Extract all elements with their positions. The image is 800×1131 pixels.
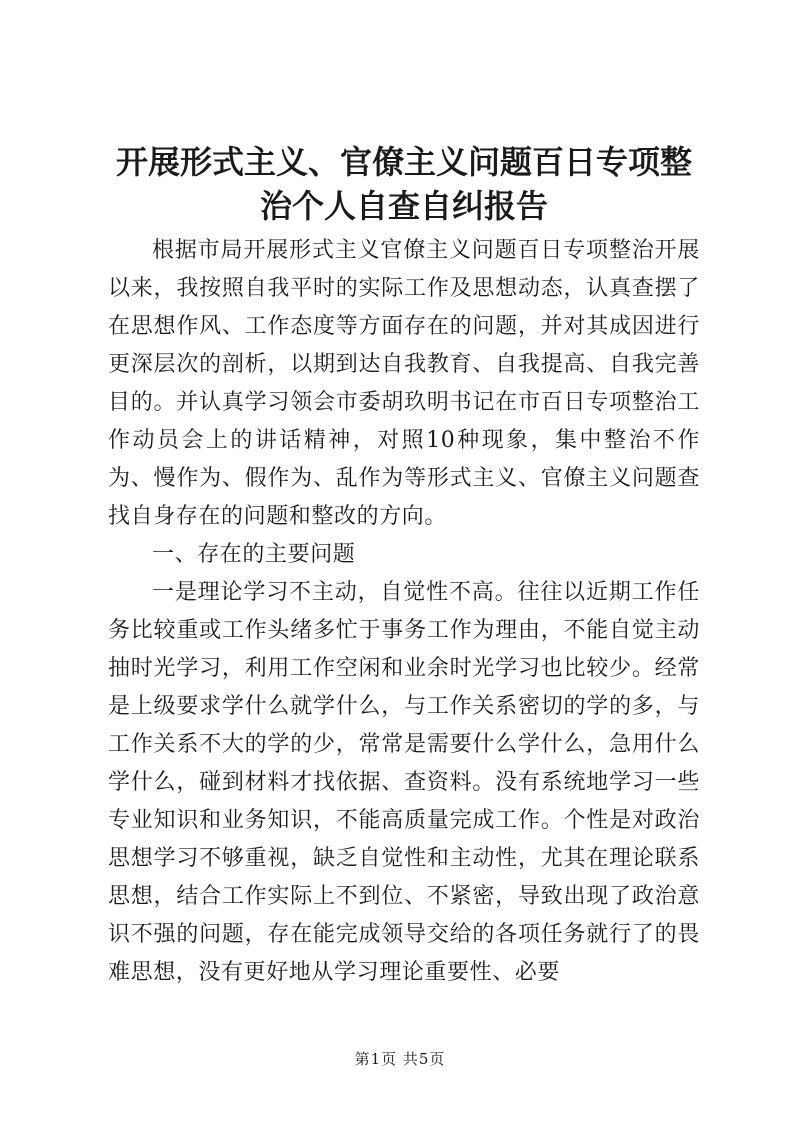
paragraph-problem-one: 一是理论学习不主动，自觉性不高。往往以近期工作任务比较重或工作头绪多忙于事务工作为理由，不能自觉主动抽时光学习，利用工作空闲和业余时光学习也比较少。经常是上级要求学什么就学什么，与工作关系密切的学的多，与工作关系不大的学的少，常常是需要什么学什么，急用什么学什么，碰到材料才找依据、查资料。没有系统地学习一些专业知识和业务知识，不能高质量完成工作。个性是对政治思想学习不够重视，缺乏自觉性和主动性，尤其在理论联系思想，结合工作实际上不到位、不紧密，导致出现了政治意识不强的问题，存在能完成领导交给的各项任务就行了的畏难思想，没有更好地从学习理论重要性、必要	[108, 580, 700, 985]
page-footer: 第1页 共5页	[354, 1050, 446, 1068]
section-heading-main-problems: 一、存在的主要问题	[152, 542, 356, 567]
paragraph-intro: 根据市局开展形式主义官僚主义问题百日专项整治开展以来，我按照自我平时的实际工作及思想动态，认真查摆了在思想作风、工作态度等方面存在的问题，并对其成因进行更深层次的剖析，以期到达自我教育、自我提高、自我完善目的。并认真学习领会市委胡玖明书记在市百日专项整治工作动员会上的讲话精神，对照10种现象，集中整治不作为、慢作为、假作为、乱作为等形式主义、官僚主义问题查找自身存在的问题和整改的方向。	[108, 238, 700, 529]
document-title: 开展形式主义、官僚主义问题百日专项整治个人自查自纠报告	[115, 143, 692, 225]
document-body	[108, 232, 700, 992]
